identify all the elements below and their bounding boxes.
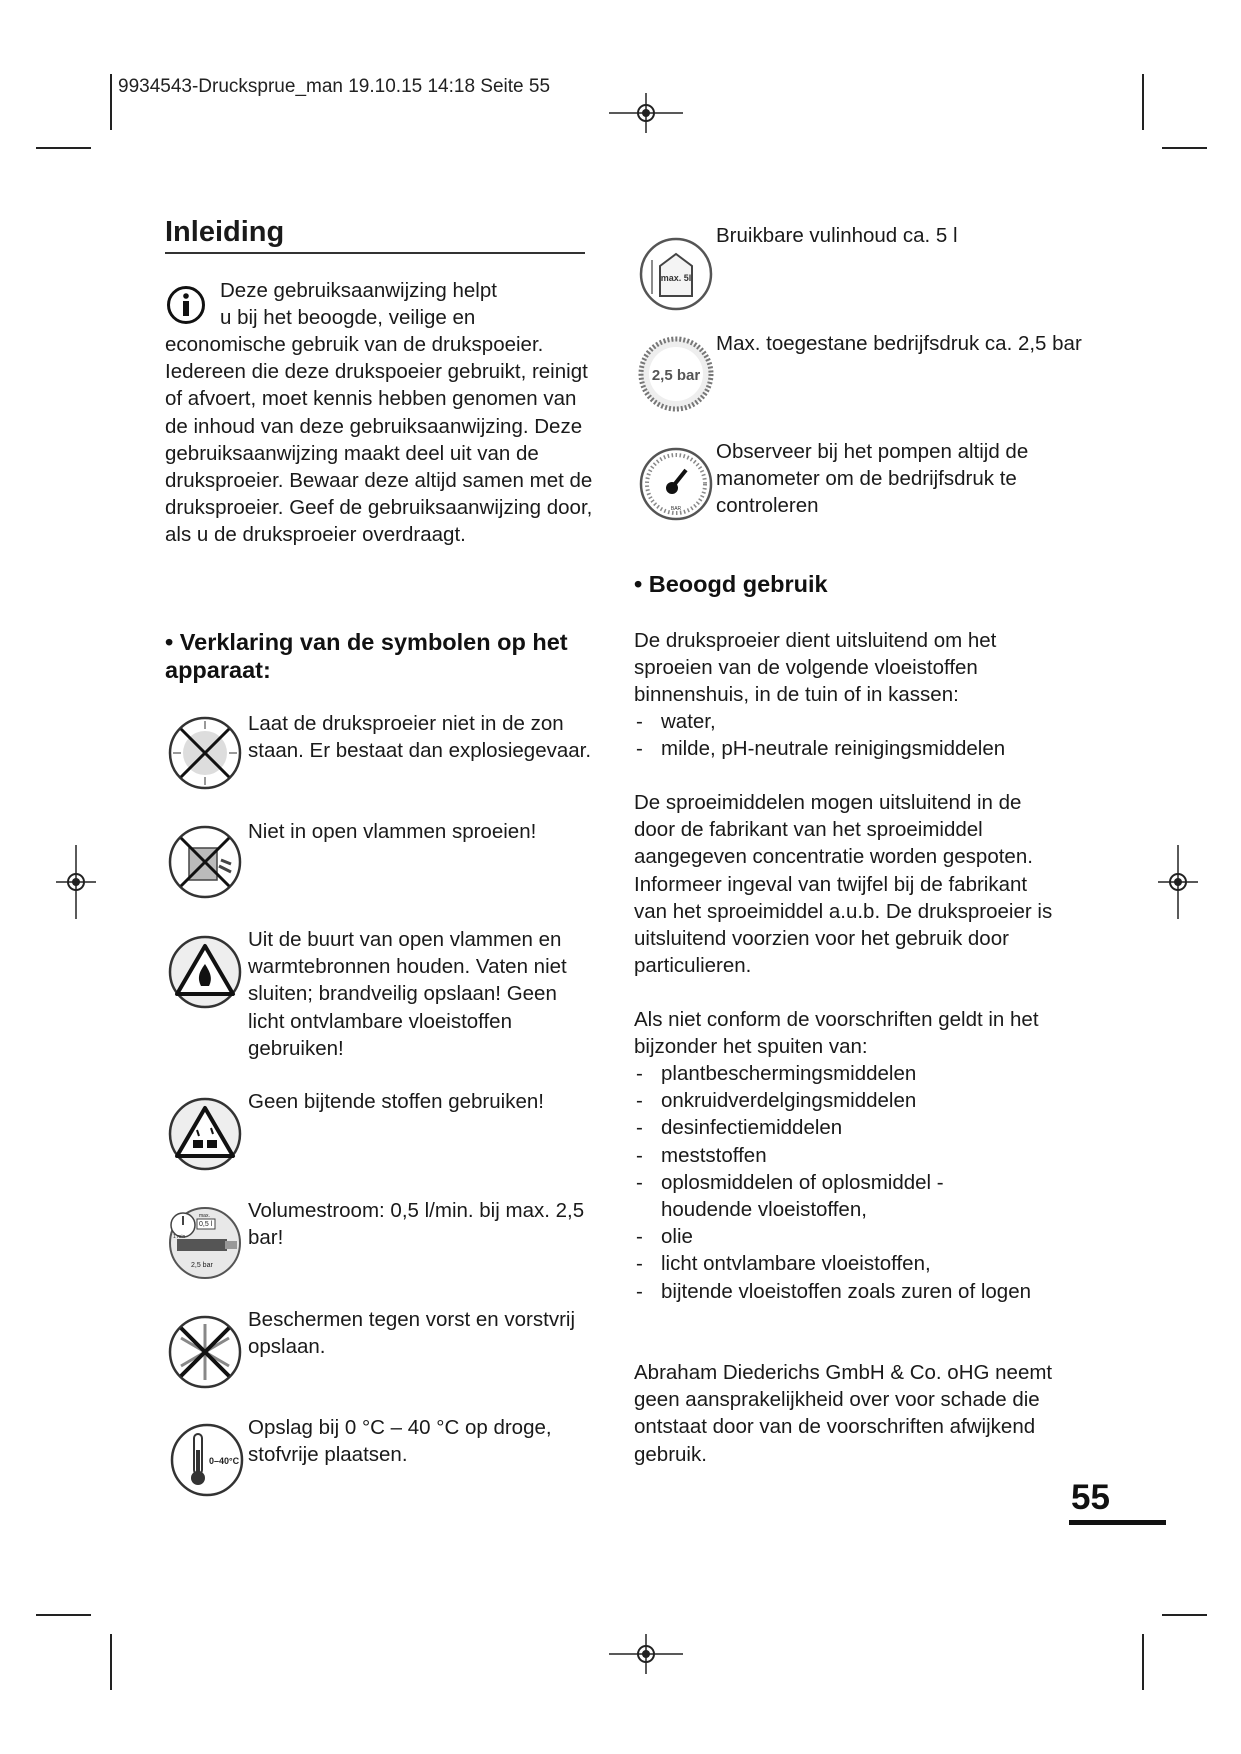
list-item: - onkruidverdelgingsmiddelen: [634, 1087, 1064, 1114]
symbol-text-flame: Niet in open vlammen sproeien!: [248, 820, 537, 843]
no-frost-icon: [167, 1314, 243, 1390]
registration-mark-icon: [56, 845, 96, 919]
svg-text:2,5 bar: 2,5 bar: [191, 1262, 213, 1269]
corrosive-warning-icon: [167, 1096, 243, 1172]
liability-disclaimer: Abraham Diederichs GmbH & Co. oHG neemt geen aansprakelijkheid over voor schade die ontstaat door van de voorschriften afwijkend gebruik.: [634, 1361, 1053, 1466]
flammable-warning-icon: [167, 934, 243, 1010]
svg-text:BAR: BAR: [670, 506, 682, 512]
crop-mark: [36, 147, 91, 149]
symbol-text-flow: Volumestroom: 0,5 l/min. bij max. 2,5 bar!: [248, 1199, 585, 1250]
svg-text:max. 5l: max. 5l: [660, 273, 692, 283]
spray-agents-paragraph: De sproeimiddelen mogen uitsluitend in de door de fabrikant van het sproeimiddel aangegeven concentratie worden gespoten. Informeer ingeval van twijfel bij de fabrikant van het sproeimiddel a.u.b. De druksproeier is uitsluitend voorzien voor het gebruik door particulieren.: [634, 791, 1053, 978]
registration-mark-icon: [1158, 845, 1198, 919]
info-icon: [166, 285, 206, 325]
intended-use-intro: De druksproeier dient uitsluitend om het sproeien van de volgende vloeistoffen binnenshuis, in de tuin of in kassen:: [634, 629, 997, 707]
crop-mark: [110, 1634, 112, 1690]
tank-capacity-icon: [638, 236, 714, 312]
list-item: - meststoffen: [634, 1142, 1064, 1169]
svg-text:max.: max.: [199, 1213, 210, 1219]
pressure-badge-icon: [638, 336, 714, 412]
intended-use-list: [634, 708, 1064, 762]
misuse-intro: Als niet conform de voorschriften geldt in het bijzonder het spuiten van:: [634, 1008, 1039, 1059]
crop-mark: [36, 1614, 91, 1616]
page-number-rule: [1069, 1520, 1166, 1525]
title-underline: [165, 252, 585, 254]
symbol-text-storage: Opslag bij 0 °C – 40 °C op droge, stofvrije plaatsen.: [248, 1416, 552, 1467]
list-item: - licht ontvlambare vloeistoffen,: [634, 1250, 1064, 1277]
symbol-text-corrosive: Geen bijtende stoffen gebruiken!: [248, 1090, 544, 1113]
list-item: - milde, pH-neutrale reinigingsmiddelen: [634, 735, 1064, 762]
crop-mark: [1162, 1614, 1207, 1616]
manometer-icon: [638, 446, 714, 522]
list-item: - desinfectiemiddelen: [634, 1114, 1064, 1141]
symbol-text-flammable: Uit de buurt van open vlammen en warmtebronnen houden. Vaten niet sluiten; brandveilig opslaan! Geen licht ontvlambare vloeistoffen gebruiken!: [248, 928, 567, 1060]
no-open-flame-icon: [167, 824, 243, 900]
flow-rate-icon: [167, 1205, 243, 1281]
registration-mark-icon: [609, 93, 683, 133]
svg-text:1 min: 1 min: [173, 1234, 186, 1240]
right-symbol-text-pressure: Max. toegestane bedrijfsdruk ca. 2,5 bar: [716, 332, 1082, 355]
symbols-heading: • Verklaring van de symbolen op het apparaat:: [165, 629, 568, 683]
symbol-text-frost: Beschermen tegen vorst en vorstvrij opslaan.: [248, 1308, 575, 1359]
svg-text:0,5 l: 0,5 l: [199, 1221, 213, 1228]
crop-mark: [110, 74, 112, 130]
right-symbol-text-manometer: Observeer bij het pompen altijd de manometer om de bedrijfsdruk te controleren: [716, 440, 1029, 518]
symbol-text-sun: Laat de druksproeier niet in de zon staan. Er bestaat dan explosiegevaar.: [248, 712, 592, 763]
list-item: - olie: [634, 1223, 1064, 1250]
misuse-list: [634, 1060, 1064, 1305]
page-title: Inleiding: [165, 216, 285, 248]
list-item: - bijtende vloeistoffen zoals zuren of logen: [634, 1278, 1041, 1305]
svg-text:0–40°C: 0–40°C: [209, 1456, 240, 1466]
thermometer-icon: [169, 1422, 245, 1498]
intro-first-lines: Deze gebruiksaanwijzing helpt u bij het beoogde, veilige en: [220, 279, 497, 330]
intended-use-heading: • Beoogd gebruik: [634, 571, 828, 597]
list-item: - oplosmiddelen of oplosmiddel - houdende vloeistoffen,: [634, 1169, 981, 1223]
svg-text:2,5 bar: 2,5 bar: [651, 367, 701, 384]
page-number: 55: [1071, 1478, 1110, 1517]
right-symbol-text-capacity: Bruikbare vulinhoud ca. 5 l: [716, 224, 958, 247]
registration-mark-icon: [609, 1634, 683, 1674]
crop-mark: [1142, 1634, 1144, 1690]
crop-mark: [1142, 74, 1144, 130]
no-sun-icon: [167, 715, 243, 791]
print-header: 9934543-Drucksprue_man 19.10.15 14:18 Seite 55: [118, 76, 551, 97]
crop-mark: [1162, 147, 1207, 149]
list-item: - water,: [634, 708, 1064, 735]
intro-text: economische gebruik van de drukspoeier. Iedereen die deze drukspoeier gebruikt, reinigt of afvoert, moet kennis hebben genomen van de inhoud van deze gebruiksaanwijzing. Deze gebruiksaanwijzing maakt deel uit van de druksproeier. Bewaar deze altijd samen met de druksproeier. Geef de gebruiksaanwijzing door, als u de druksproeier overdraagt.: [165, 333, 593, 547]
list-item: - plantbeschermingsmiddelen: [634, 1060, 1064, 1087]
